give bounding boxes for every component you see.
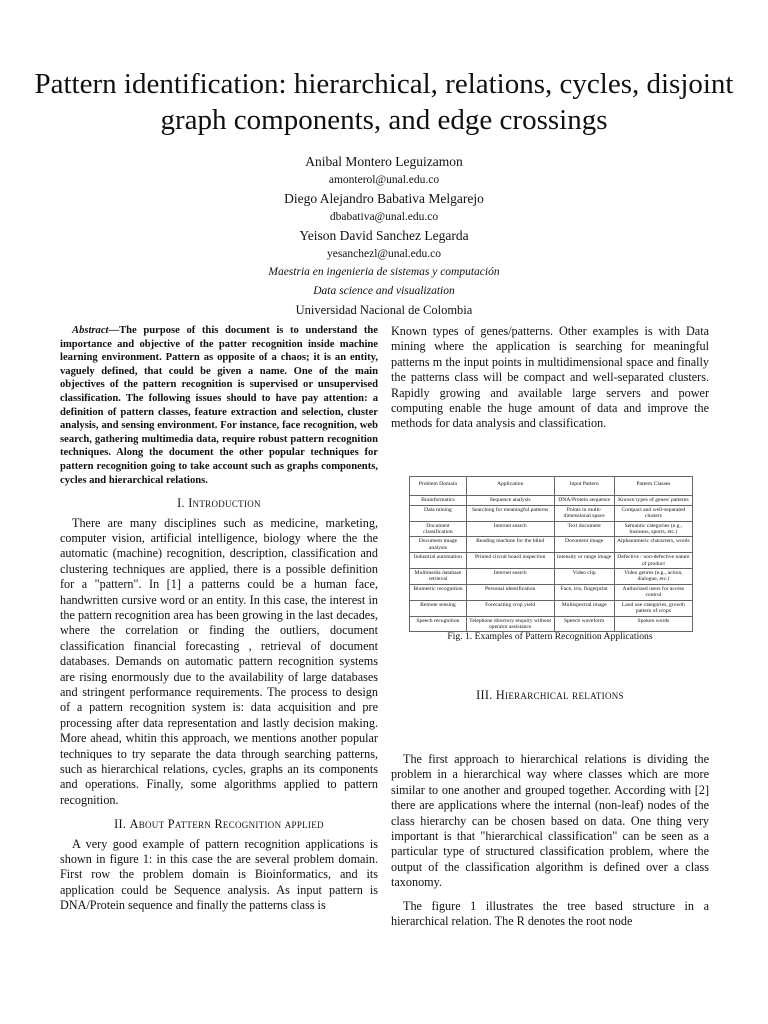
hierarchical-paragraph: The figure 1 illustrates the tree based structure in a hierarchical relation. The R denotes the root node (391, 898, 709, 929)
table-header-cell: Input Pattern (554, 477, 614, 496)
table-cell: Defective / non-defective nature of product (614, 553, 692, 569)
abstract-text: —The purpose of this document is to understand the importance and objective of the patter recognition inside machine learning environment. Pattern as opposite of a chaos; it is an entity, vaguely defined, that could be given a name. One of the main objectives of the pattern recognition is supervised or unsupervised classification. The following issues should to have pay attention: a definition of pattern classes, feature extraction and selection, cluster analysis, and sensing environment. For instance, face recognition, web search, gathering multimedia data, require robust pattern recognition techniques. Along the document the other popular techniques for pattern recognition going to take account such as graphs components, cycles and hierarchical relations. (60, 325, 378, 486)
table-row (410, 537, 693, 553)
table-cell: Points in multi-dimensional space (554, 505, 614, 521)
table-cell: Video clip (554, 569, 614, 585)
paper-title: Pattern identification: hierarchical, relations, cycles, disjoint graph components, and edge crossings (34, 68, 734, 136)
section-number: III. (476, 688, 493, 702)
author-email[interactable]: yesanchezl@unal.edu.co (326, 248, 442, 260)
about-paragraph: A very good example of pattern recognition applications is shown in figure 1: in this case the are several problem domain. First row the problem domain is Bioinformatics, and its application could be Sequence analysis. As input pattern is DNA/Protein sequence and finally the patterns class is (60, 836, 378, 913)
abstract-label: Abstract (72, 325, 109, 336)
table-cell: DNA/Protein sequence (554, 496, 614, 505)
author-email[interactable]: dbabativa@unal.edu.co (329, 211, 439, 223)
table-cell: Video genres (e.g., action, dialogue, etc.) (614, 569, 692, 585)
section-title: Hierarchical relations (495, 688, 624, 702)
table-row (410, 600, 693, 616)
table-cell: Forecasting crop yield (466, 600, 554, 616)
affiliation-program: Maestria en ingenieria de sistemas y computación (268, 266, 500, 278)
table-cell: Text document (554, 521, 614, 537)
figure-1-table-container (409, 476, 693, 632)
continued-paragraph: Known types of genes/patterns. Other examples is with Data mining where the application is searching for meaningful patterns m the input points in multidimensional space and finally the patterns class will be compact and well-separated clusters. Rapidly growing and available large servers and power computing enable the huge amount of data and improve the methods for data analysis and classification. (391, 324, 709, 431)
table-cell: Multimedia database retrieval (410, 569, 467, 585)
author-name: Yeison David Sanchez Legarda (299, 228, 469, 243)
table-cell: Printed circuit board inspection (466, 553, 554, 569)
table-cell: Personal identification (466, 584, 554, 600)
table-cell: Spoken words (614, 616, 692, 632)
table-header-cell: Pattern Classes (614, 477, 692, 496)
table-cell: Semantic categories (e.g., business, sports, etc.) (614, 521, 692, 537)
right-column-bottom (391, 752, 709, 929)
table-cell: Speech recognition (410, 616, 467, 632)
affiliation-university: Universidad Nacional de Colombia (295, 303, 473, 317)
author-block (0, 152, 768, 319)
figure-1-table (409, 476, 693, 632)
section-heading-about (60, 817, 378, 832)
table-cell: Telephone directory enquiry without operator assistance (466, 616, 554, 632)
author-name: Diego Alejandro Babativa Melgarejo (284, 191, 484, 206)
table-cell: Internet search (466, 521, 554, 537)
figure-1-caption: Fig. 1. Examples of Pattern Recognition Applications (447, 631, 653, 642)
table-cell: Biometric recognition (410, 584, 467, 600)
table-cell: Document image (554, 537, 614, 553)
hierarchical-paragraph: The first approach to hierarchical relations is dividing the problem in a hierarchical way where classes which are more similar to one another and grouped together. According with [2] there are applications where the internal (non-leaf) nodes of the class hierarchy can be chosen based on data. One thing very important is that "hierarchical classification" can be seen as a particular type of structured classification problem, where the output of the classification algorithm is defined over a class taxonomy. (391, 752, 709, 890)
affiliation-course: Data science and visualization (313, 285, 455, 297)
table-row (410, 584, 693, 600)
table-cell: Bioinformatics (410, 496, 467, 505)
table-row (410, 616, 693, 632)
table-cell: Internet search (466, 569, 554, 585)
table-cell: Multispectral image (554, 600, 614, 616)
table-cell: Data mining (410, 505, 467, 521)
table-cell: Land use categories, growth pattern of crops (614, 600, 692, 616)
section-heading-introduction (60, 496, 378, 511)
table-cell: Document classification (410, 521, 467, 537)
author-email[interactable]: amonterol@unal.edu.co (328, 174, 440, 186)
table-cell: Reading machine for the blind (466, 537, 554, 553)
table-row (410, 521, 693, 537)
table-header-cell: Application (466, 477, 554, 496)
table-cell: Speech waveform (554, 616, 614, 632)
table-row (410, 553, 693, 569)
table-header-row (410, 477, 693, 496)
table-row (410, 569, 693, 585)
author-name: Anibal Montero Leguizamon (305, 154, 463, 169)
table-cell: Face, iris, fingerprint (554, 584, 614, 600)
table-cell: Intensity or range image (554, 553, 614, 569)
table-cell: Sequence analysis (466, 496, 554, 505)
table-cell: Document image analysis (410, 537, 467, 553)
section-number: II. (114, 817, 127, 832)
abstract (60, 324, 378, 487)
table-cell: Searching for meaningful patterns (466, 505, 554, 521)
table-row (410, 496, 693, 505)
right-column-top (391, 324, 709, 432)
introduction-paragraph: There are many disciplines such as medicine, marketing, computer vision, artificial intelligence, biology where the the automatic (machine) recognition, description, classification and clustering techniques are applied, there is a possible definition for a "pattern". In [1] a patterns could be a human face, handwritten cursive word or an entity. In this case, the interest in the pattern recognition area has been growing in the last decades, where the correlation or finding the outliers, document classification financial forecasting , retrieval of document databases. Demands on automatic pattern recognition systems are rising enormously due to the availability of large databases and stringent performance requirements. The process to design of a pattern recognition system is: data acquisition and pre processing after data representation and lastly decision making. More ahead, whitin this approach, we mentions another popular techniques to try separate the data through searching patterns, such as hierarchical relations, cycles, graphs an its components and operations. Finally, some algorithms applied to pattern recognition. (60, 515, 378, 807)
table-cell: Authorized users for access control (614, 584, 692, 600)
left-column (60, 324, 378, 914)
table-cell: Compact and well-separated clusters (614, 505, 692, 521)
table-cell: Industrial automation (410, 553, 467, 569)
table-header-cell: Problem Domain (410, 477, 467, 496)
section-title: About Pattern Recognition applied (129, 817, 324, 832)
section-title: Introduction (188, 496, 261, 511)
table-cell: Alphanumeric characters, words (614, 537, 692, 553)
table-cell: Remote sensing (410, 600, 467, 616)
section-number: I. (177, 496, 185, 511)
section-heading-hierarchical (391, 688, 709, 703)
table-row (410, 505, 693, 521)
table-cell: Known types of genes/ patterns (614, 496, 692, 505)
